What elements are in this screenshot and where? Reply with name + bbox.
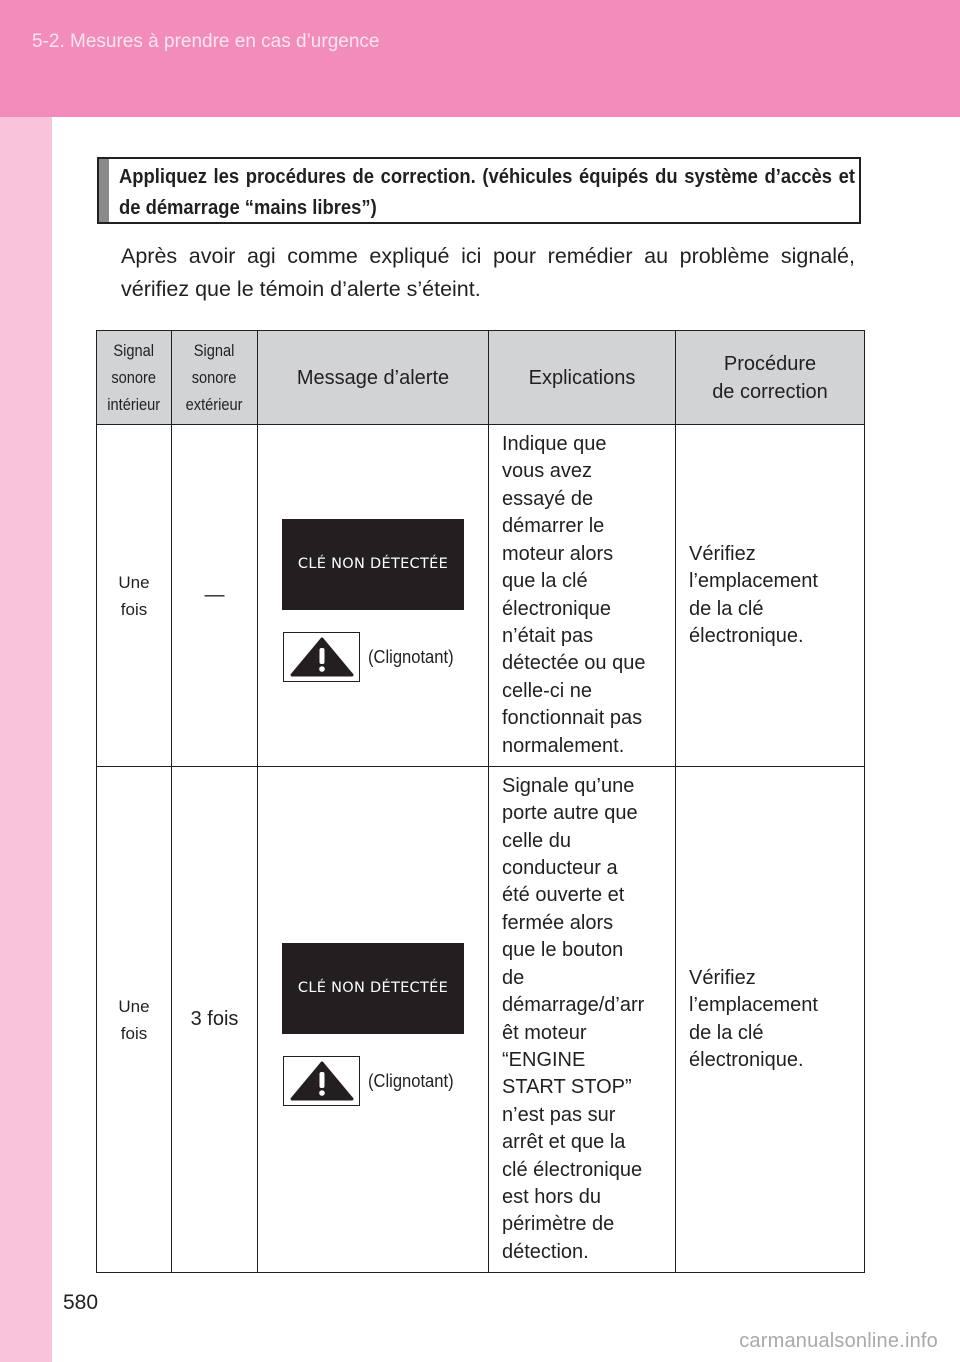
section-breadcrumb: 5-2. Mesures à prendre en cas d’urgence	[32, 31, 380, 52]
explanation-cell: Signale qu’une porte autre que celle du conducteur a été ouverte et fermée alors que le bouton de démarrage/d’arr êt moteur “ENGINE START STOP” n’est pas sur arrêt et que la clé électronique est hors du périmètre de détection.	[489, 767, 676, 1273]
table-header-row	[97, 331, 865, 425]
header-outer-signal: Signal sonore extérieur	[172, 331, 258, 425]
blinking-note: (Clignotant)	[368, 646, 454, 667]
watermark: carmanualsonline.info	[739, 1330, 938, 1352]
outer-signal-cell: 3 fois	[172, 767, 258, 1273]
table-row	[97, 767, 865, 1273]
inner-signal-cell: Une fois	[97, 425, 172, 767]
side-band	[0, 117, 52, 1362]
warning-triangle-icon	[289, 1061, 355, 1101]
section-heading: Appliquez les procédures de correction. (véhicules équipés du système d’accès et de démarrage “mains libres”)	[119, 166, 855, 219]
alert-table	[96, 330, 865, 1273]
inner-signal-cell: Une fois	[97, 767, 172, 1273]
header-message: Message d’alerte	[258, 331, 489, 425]
section-heading-bar	[99, 159, 109, 222]
page-number: 580	[63, 1291, 99, 1314]
header-band	[0, 0, 960, 117]
header-inner-signal: Signal sonore intérieur	[97, 331, 172, 425]
multi-info-display: CLÉ NON DÉTECTÉE	[282, 943, 464, 1034]
section-heading-box	[97, 157, 861, 224]
alert-message-cell	[258, 425, 489, 767]
explanation-cell: Indique que vous avez essayé de démarrer le moteur alors que la clé électronique n’était pas détectée ou que celle-ci ne fonctionnait pas normalement.	[489, 425, 676, 767]
warning-indicator	[283, 1056, 360, 1106]
warning-triangle-icon	[289, 637, 355, 677]
header-explanations: Explications	[489, 331, 676, 425]
intro-paragraph: Après avoir agi comme expliqué ici pour remédier au problème signalé, vérifiez que le témoin d’alerte s’éteint.	[121, 244, 855, 301]
table-row	[97, 425, 865, 767]
warning-indicator	[283, 632, 360, 682]
blinking-note: (Clignotant)	[368, 1070, 454, 1091]
header-procedure: Procédure de correction	[676, 331, 865, 425]
multi-info-display: CLÉ NON DÉTECTÉE	[282, 519, 464, 610]
procedure-cell: Vérifiez l’emplacement de la clé électronique.	[676, 425, 865, 767]
procedure-cell: Vérifiez l’emplacement de la clé électronique.	[676, 767, 865, 1273]
alert-message-cell	[258, 767, 489, 1273]
outer-signal-cell: —	[172, 425, 258, 767]
